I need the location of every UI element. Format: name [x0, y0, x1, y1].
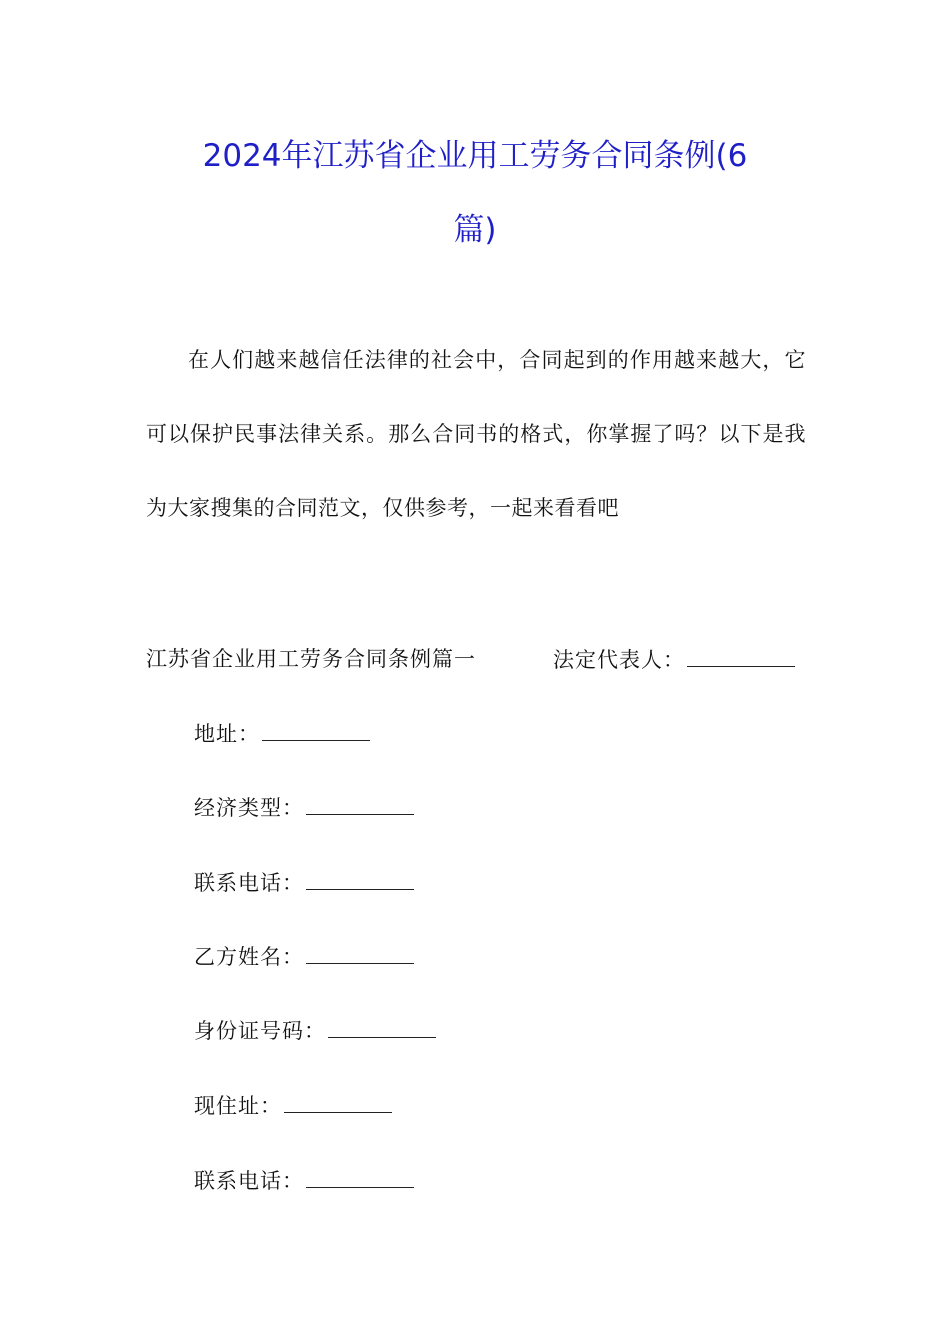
field-label: 联系电话：	[194, 1169, 304, 1193]
document-title-line-1: 2024年江苏省企业用工劳务合同条例(6	[202, 138, 748, 174]
blank-line	[306, 941, 414, 964]
blank-line	[284, 1090, 392, 1113]
field-label: 乙方姓名：	[194, 945, 304, 969]
field-id-number	[194, 1015, 436, 1046]
field-current-address	[194, 1090, 392, 1121]
field-label: 身份证号码：	[194, 1019, 326, 1043]
blank-line	[306, 867, 414, 890]
section-heading: 江苏省企业用工劳务合同条例篇一	[146, 647, 476, 671]
blank-line	[687, 644, 795, 667]
field-legal-representative	[553, 644, 795, 675]
document-title-line-2: 篇)	[453, 212, 497, 248]
field-economic-type	[194, 792, 414, 823]
field-label: 联系电话：	[194, 871, 304, 895]
blank-line	[328, 1015, 436, 1038]
blank-line	[262, 718, 370, 741]
field-phone-party-b	[194, 1165, 414, 1196]
field-label: 现住址：	[194, 1094, 282, 1118]
field-address	[194, 718, 370, 749]
field-label: 经济类型：	[194, 796, 304, 820]
blank-line	[306, 1165, 414, 1188]
field-label: 地址：	[194, 722, 260, 746]
field-label: 法定代表人：	[553, 648, 685, 672]
field-party-b-name	[194, 941, 414, 972]
field-phone	[194, 867, 414, 898]
intro-paragraph: 在人们越来越信任法律的社会中，合同起到的作用越来越大，它可以保护民事法律关系。那么合同书的格式，你掌握了吗？以下是我为大家搜集的合同范文，仅供参考，一起来看看吧	[146, 348, 806, 520]
blank-line	[306, 792, 414, 815]
